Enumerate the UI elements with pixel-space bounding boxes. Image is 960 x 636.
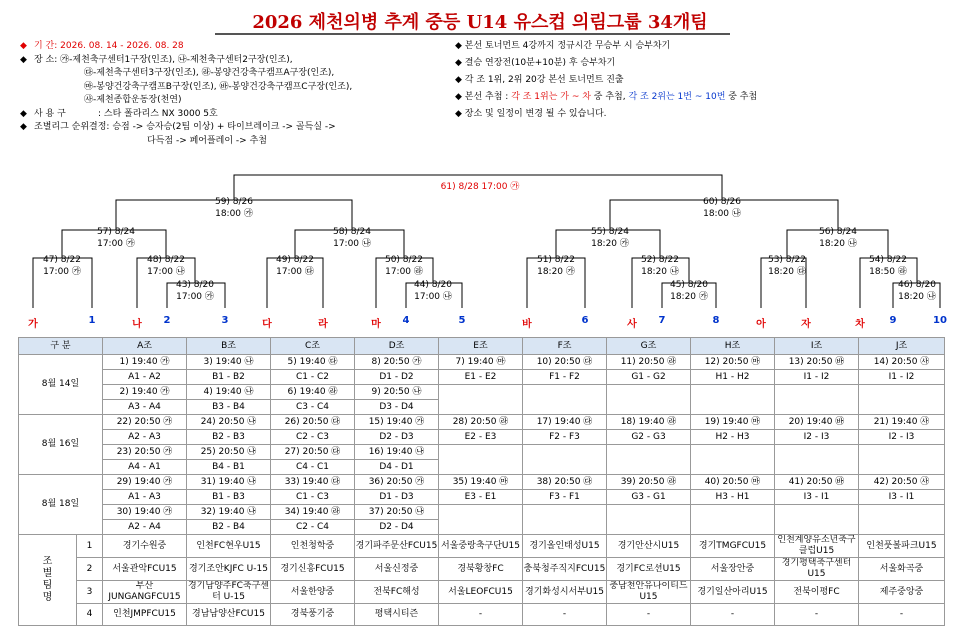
group-header: E조 — [439, 338, 523, 355]
empty-cell — [859, 445, 945, 475]
match-cell: C1 - C2 — [271, 370, 355, 385]
bracket-slot-label: 사 — [627, 319, 637, 330]
match-cell: 15) 19:40 ㉮ — [355, 415, 439, 430]
match-cell: 21) 19:40 ㉴ — [859, 415, 945, 430]
match-cell: 27) 20:50 ㉰ — [271, 445, 355, 460]
empty-cell — [439, 445, 523, 475]
info-right-line: ◆ 각 조 1위, 2위 20강 본선 토너먼트 진출 — [455, 75, 624, 85]
match-cell: 40) 20:50 ㉲ — [691, 475, 775, 490]
group-header: I조 — [775, 338, 859, 355]
schedule-row — [19, 445, 945, 460]
bracket-slot-label: 3 — [221, 315, 229, 326]
team-name: 서울중랑축구단U15 — [439, 535, 523, 558]
empty-cell — [523, 385, 607, 415]
bracket-match: 57) 8/24 17:00 ㉮ — [96, 227, 136, 249]
schedule-row — [19, 505, 945, 520]
bracket-slot-label: 바 — [522, 319, 532, 330]
bracket-match: 49) 8/22 17:00 ㉰ — [275, 255, 315, 277]
match-cell: 38) 20:50 ㉰ — [523, 475, 607, 490]
info-right-line: ◆ 결승 연장전(10분+10분) 후 승부차기 — [455, 58, 616, 68]
schedule-row — [19, 385, 945, 400]
day-label: 8월 14일 — [19, 355, 103, 415]
group-header: H조 — [691, 338, 775, 355]
match-cell: 31) 19:40 ㉯ — [187, 475, 271, 490]
match-cell: F3 - F1 — [523, 490, 607, 505]
match-cell: 18) 19:40 ㉱ — [607, 415, 691, 430]
match-cell: 35) 19:40 ㉲ — [439, 475, 523, 490]
match-cell: A2 - A4 — [103, 520, 187, 535]
empty-cell — [439, 505, 523, 535]
day-label: 8월 16일 — [19, 415, 103, 475]
bracket-match: 44) 8/20 17:00 ㉯ — [413, 280, 453, 302]
match-cell: 13) 20:50 ㉳ — [775, 355, 859, 370]
team-name: 서울한양중 — [271, 581, 355, 604]
bracket-match: 58) 8/24 17:00 ㉯ — [332, 227, 372, 249]
team-name: 인천FC현우U15 — [187, 535, 271, 558]
match-cell: C3 - C4 — [271, 400, 355, 415]
bracket-slot-label: 다 — [262, 319, 272, 330]
bracket-slot-label: 나 — [132, 319, 142, 330]
info-left-line: ◆ 장 소: ㉮-제천축구센터1구장(인조), ㉯-제천축구센터2구장(인조), — [20, 54, 293, 65]
empty-cell — [439, 385, 523, 415]
team-name: - — [439, 604, 523, 626]
match-cell: A4 - A1 — [103, 460, 187, 475]
team-name: 서울관악FCU15 — [103, 558, 187, 581]
match-cell: B3 - B4 — [187, 400, 271, 415]
bracket-slot-label: 차 — [855, 319, 865, 330]
match-cell: 36) 20:50 ㉮ — [355, 475, 439, 490]
match-cell: D3 - D4 — [355, 400, 439, 415]
final-match: 61) 8/28 17:00 ㉮ — [440, 182, 520, 192]
team-name: 경기FC로션U15 — [607, 558, 691, 581]
bracket-match: 52) 8/22 18:20 ㉯ — [640, 255, 680, 277]
empty-cell — [859, 385, 945, 415]
team-name: 서울신정중 — [355, 558, 439, 581]
group-header: D조 — [355, 338, 439, 355]
bracket-match: 50) 8/22 17:00 ㉱ — [384, 255, 424, 277]
team-name: 경기평택축구센터U15 — [775, 558, 859, 581]
match-cell: G1 - G2 — [607, 370, 691, 385]
match-cell: 24) 20:50 ㉯ — [187, 415, 271, 430]
bracket-match: 46) 8/20 18:20 ㉯ — [897, 280, 937, 302]
group-header: F조 — [523, 338, 607, 355]
empty-cell — [691, 505, 775, 535]
bracket-match: 45) 8/20 18:20 ㉮ — [669, 280, 709, 302]
empty-cell — [607, 445, 691, 475]
match-cell: A1 - A3 — [103, 490, 187, 505]
team-name: 충북청주직지FCU15 — [523, 558, 607, 581]
team-name: 서울LEOFCU15 — [439, 581, 523, 604]
team-name: 서울장안중 — [691, 558, 775, 581]
empty-cell — [523, 505, 607, 535]
match-cell: D2 - D3 — [355, 430, 439, 445]
team-row — [19, 604, 945, 626]
team-name: - — [607, 604, 691, 626]
match-cell: C2 - C4 — [271, 520, 355, 535]
team-name: 경기안산시U15 — [607, 535, 691, 558]
match-cell: 10) 20:50 ㉰ — [523, 355, 607, 370]
info-left-line: 다득점 -> 페어플레이 -> 추첨 — [147, 135, 267, 146]
team-row — [19, 535, 945, 558]
team-name: 부산JUNGANGFCU15 — [103, 581, 187, 604]
match-cell: 17) 19:40 ㉰ — [523, 415, 607, 430]
info-left-line: ◆ 기 간: 2026. 08. 14 - 2026. 08. 28 — [20, 41, 184, 51]
bracket-match: 53) 8/22 18:20 ㉰ — [767, 255, 807, 277]
bracket-slot-label: 5 — [458, 315, 466, 326]
empty-cell — [607, 505, 691, 535]
team-name: 경북풍기중 — [271, 604, 355, 626]
team-name: 인천JMPFCU15 — [103, 604, 187, 626]
info-left-line: ㉴-제천종합운동장(천연) — [84, 95, 182, 105]
match-cell: 23) 20:50 ㉮ — [103, 445, 187, 460]
bracket-match: 60) 8/26 18:00 ㉯ — [702, 197, 742, 219]
match-cell: C2 - C3 — [271, 430, 355, 445]
match-cell: 29) 19:40 ㉮ — [103, 475, 187, 490]
match-cell: 42) 20:50 ㉴ — [859, 475, 945, 490]
bracket-match: 55) 8/24 18:20 ㉮ — [590, 227, 630, 249]
match-cell: 5) 19:40 ㉰ — [271, 355, 355, 370]
team-name: 경기올인태성U15 — [523, 535, 607, 558]
team-name: 경남남양산FCU15 — [187, 604, 271, 626]
match-cell: 11) 20:50 ㉱ — [607, 355, 691, 370]
team-name: 인천계양유소년축구클럽U15 — [775, 535, 859, 558]
match-cell: B1 - B3 — [187, 490, 271, 505]
match-cell: D2 - D4 — [355, 520, 439, 535]
match-cell: 26) 20:50 ㉰ — [271, 415, 355, 430]
group-header: B조 — [187, 338, 271, 355]
group-header: A조 — [103, 338, 187, 355]
bracket-match: 59) 8/26 18:00 ㉮ — [214, 197, 254, 219]
empty-cell — [859, 505, 945, 535]
team-name: 인천풋볼파크U15 — [859, 535, 945, 558]
match-cell: 12) 20:50 ㉲ — [691, 355, 775, 370]
bracket-slot-label: 4 — [402, 315, 410, 326]
bracket-slot-label: 6 — [581, 315, 589, 326]
match-cell: A1 - A2 — [103, 370, 187, 385]
match-cell: H3 - H1 — [691, 490, 775, 505]
team-name: 전북FC해성 — [355, 581, 439, 604]
team-name: 인천청학중 — [271, 535, 355, 558]
match-cell: 28) 20:50 ㉱ — [439, 415, 523, 430]
schedule-row — [19, 490, 945, 505]
match-cell: B2 - B3 — [187, 430, 271, 445]
info-left-line: ◆ 조별리그 순위결정: 승점 -> 승자승(2팀 이상) + 타이브레이크 -> 골득실 -> — [20, 122, 336, 132]
table-corner-header: 구 분 — [19, 338, 103, 355]
match-cell: 3) 19:40 ㉯ — [187, 355, 271, 370]
team-slot-number: 4 — [77, 604, 103, 626]
bracket-slot-label: 아 — [756, 319, 766, 330]
info-right-line: ◆ 본선 토너먼트 4강까지 정규시간 무승부 시 승부차기 — [455, 41, 671, 51]
bracket-match: 51) 8/22 18:20 ㉮ — [536, 255, 576, 277]
group-header: J조 — [859, 338, 945, 355]
team-name: - — [775, 604, 859, 626]
match-cell: H1 - H2 — [691, 370, 775, 385]
match-cell: 25) 20:50 ㉯ — [187, 445, 271, 460]
match-cell: 39) 20:50 ㉱ — [607, 475, 691, 490]
team-name: 경북황창FC — [439, 558, 523, 581]
bracket-slot-label: 1 — [88, 315, 96, 326]
match-cell: I2 - I3 — [775, 430, 859, 445]
match-cell: D1 - D3 — [355, 490, 439, 505]
match-cell: B1 - B2 — [187, 370, 271, 385]
team-row — [19, 558, 945, 581]
match-cell: I1 - I2 — [859, 370, 945, 385]
match-cell: 19) 19:40 ㉲ — [691, 415, 775, 430]
team-slot-number: 3 — [77, 581, 103, 604]
team-name: 평택시티즌 — [355, 604, 439, 626]
info-left-line: ㉰-제천축구센터3구장(인조), ㉱-봉양건강축구캠프A구장(인조), — [84, 68, 335, 78]
schedule-row — [19, 475, 945, 490]
match-cell: A2 - A3 — [103, 430, 187, 445]
bracket-match: 43) 8/20 17:00 ㉮ — [175, 280, 215, 302]
match-cell: I3 - I1 — [775, 490, 859, 505]
day-label: 8월 18일 — [19, 475, 103, 535]
bracket-match: 48) 8/22 17:00 ㉯ — [146, 255, 186, 277]
match-cell: I3 - I1 — [859, 490, 945, 505]
match-cell: 7) 19:40 ㉲ — [439, 355, 523, 370]
match-cell: 34) 19:40 ㉱ — [271, 505, 355, 520]
team-name: 전북이평FC — [775, 581, 859, 604]
team-slot-number: 2 — [77, 558, 103, 581]
match-cell: C1 - C3 — [271, 490, 355, 505]
bracket-slot-label: 7 — [658, 315, 666, 326]
page-title: 2026 제천의병 추계 중등 U14 유스컵 의림그룹 34개팀 — [252, 12, 708, 33]
schedule-row — [19, 415, 945, 430]
team-name: - — [859, 604, 945, 626]
match-cell: D4 - D1 — [355, 460, 439, 475]
match-cell: G2 - G3 — [607, 430, 691, 445]
draw-rule-line: ◆ 본선 추첨 : 각 조 1위는 가 ~ 차 중 추첨, 각 조 2위는 1번 ~ 10번 중 추첨 — [455, 92, 758, 102]
match-cell: 16) 19:40 ㉯ — [355, 445, 439, 460]
team-name: 서울화곡중 — [859, 558, 945, 581]
match-cell: H2 - H3 — [691, 430, 775, 445]
team-name: 경기조안KJFC U-15 — [187, 558, 271, 581]
team-name: 경기TMGFCU15 — [691, 535, 775, 558]
match-cell: 20) 19:40 ㉳ — [775, 415, 859, 430]
team-name: 제주중앙중 — [859, 581, 945, 604]
bracket-slot-label: 8 — [712, 315, 720, 326]
empty-cell — [691, 445, 775, 475]
bracket-slot-label: 2 — [163, 315, 171, 326]
match-cell: 4) 19:40 ㉯ — [187, 385, 271, 400]
match-cell: I2 - I3 — [859, 430, 945, 445]
team-row — [19, 581, 945, 604]
bracket-slot-label: 10 — [933, 315, 947, 326]
schedule-row — [19, 430, 945, 445]
match-cell: 6) 19:40 ㉱ — [271, 385, 355, 400]
empty-cell — [775, 505, 859, 535]
match-cell: 22) 20:50 ㉮ — [103, 415, 187, 430]
match-cell: I1 - I2 — [775, 370, 859, 385]
match-cell: F2 - F3 — [523, 430, 607, 445]
info-right-line: ◆ 장소 및 일정이 변경 될 수 있습니다. — [455, 109, 607, 119]
team-name: 경기파주문산FCU15 — [355, 535, 439, 558]
match-cell: 41) 20:50 ㉳ — [775, 475, 859, 490]
bracket-match: 54) 8/22 18:50 ㉱ — [868, 255, 908, 277]
schedule-row — [19, 370, 945, 385]
match-cell: 8) 20:50 ㉮ — [355, 355, 439, 370]
schedule-row — [19, 355, 945, 370]
group-header: G조 — [607, 338, 691, 355]
bracket-slot-label: 자 — [801, 319, 811, 330]
bracket-match: 47) 8/22 17:00 ㉮ — [42, 255, 82, 277]
team-name: 경기수원중 — [103, 535, 187, 558]
match-cell: D1 - D2 — [355, 370, 439, 385]
empty-cell — [523, 445, 607, 475]
team-name: 경기남양주FC축구센터 U-15 — [187, 581, 269, 602]
info-left-line: ◆ 사 용 구 : 스타 폴라리스 NX 3000 5호 — [20, 108, 218, 119]
bracket-slot-label: 가 — [28, 319, 38, 330]
match-cell: C4 - C1 — [271, 460, 355, 475]
team-name: 충남천안유나이티드U15 — [607, 581, 691, 604]
match-cell: 9) 20:50 ㉯ — [355, 385, 439, 400]
empty-cell — [775, 385, 859, 415]
team-slot-number: 1 — [77, 535, 103, 558]
empty-cell — [691, 385, 775, 415]
bracket-slot-label: 라 — [318, 319, 328, 330]
match-cell: 14) 20:50 ㉴ — [859, 355, 945, 370]
match-cell: 1) 19:40 ㉮ — [103, 355, 187, 370]
team-name: - — [691, 604, 775, 626]
match-cell: 32) 19:40 ㉯ — [187, 505, 271, 520]
teams-label: 조 별 팀 명 — [19, 535, 77, 626]
bracket-slot-label: 마 — [371, 319, 381, 330]
match-cell: E3 - E1 — [439, 490, 523, 505]
group-header: C조 — [271, 338, 355, 355]
empty-cell — [607, 385, 691, 415]
bracket-match: 56) 8/24 18:20 ㉯ — [818, 227, 858, 249]
info-left-line: ㉲-봉양건강축구캠프B구장(인조), ㉳-봉양건강축구캠프C구장(인조), — [84, 81, 353, 92]
match-cell: 37) 20:50 ㉯ — [355, 505, 439, 520]
match-cell: B2 - B4 — [187, 520, 271, 535]
match-cell: B4 - B1 — [187, 460, 271, 475]
match-cell: 2) 19:40 ㉮ — [103, 385, 187, 400]
match-cell: G3 - G1 — [607, 490, 691, 505]
team-name: - — [523, 604, 607, 626]
bracket-slot-label: 9 — [889, 315, 897, 326]
team-name: 경기화성시서부U15 — [523, 581, 607, 604]
match-cell: F1 - F2 — [523, 370, 607, 385]
schedule-table — [18, 337, 945, 626]
match-cell: E1 - E2 — [439, 370, 523, 385]
empty-cell — [775, 445, 859, 475]
match-cell: 33) 19:40 ㉰ — [271, 475, 355, 490]
match-cell: A3 - A4 — [103, 400, 187, 415]
team-name: 경기일산아리U15 — [691, 581, 775, 604]
match-cell: 30) 19:40 ㉮ — [103, 505, 187, 520]
match-cell: E2 - E3 — [439, 430, 523, 445]
team-name: 경기신흥FCU15 — [271, 558, 355, 581]
